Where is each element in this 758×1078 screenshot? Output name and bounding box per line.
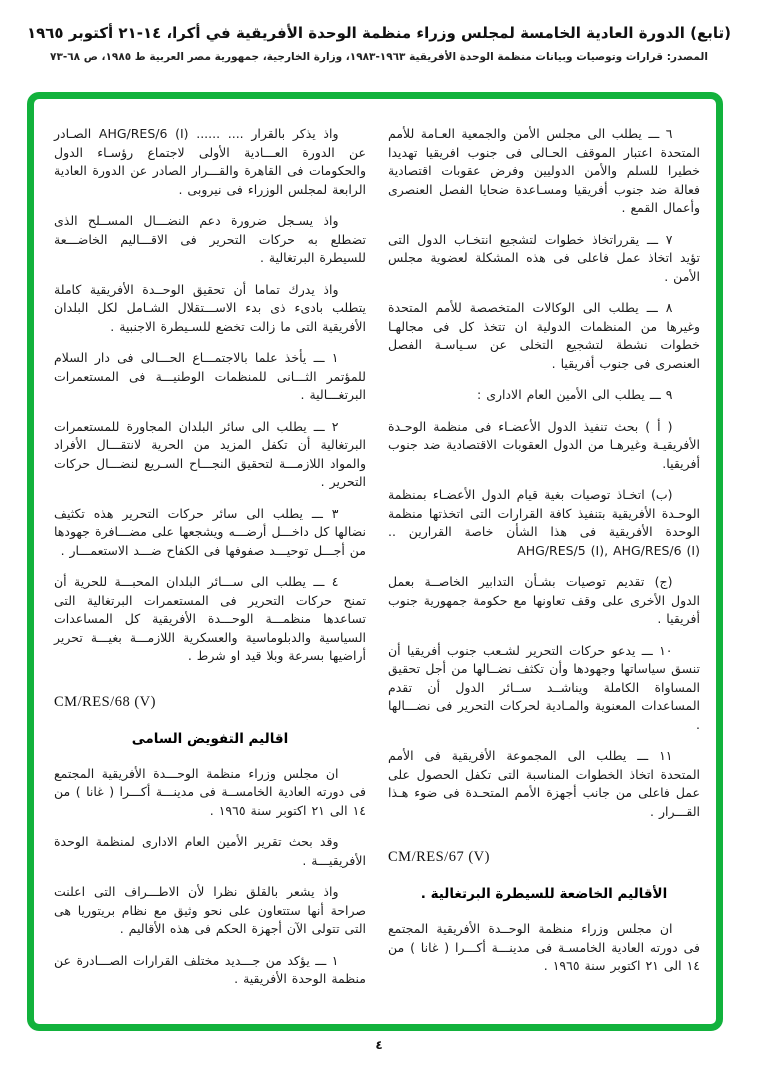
paragraph-item-2: ٢ ـــ يطلب الى سائر البلدان المجاورة للمستعمرات البرتغالية أن تكفل المزيد من الحرية لانتقـــال الأفراد والمواد اللازمـــة لتحقيق النجـــاح السـريع لنضـــال حركات التحرير . xyxy=(54,418,366,489)
paragraph-reaffirm-resolutions: ١ ـــ يؤكد من جـــديد مختلف القرارات الصـــادرة عن منظمة الوحدة الأفريقية . xyxy=(54,952,366,986)
resolution-code-cm-res-68: CM/RES/68 (V) xyxy=(54,693,156,710)
paragraph-armed-struggle: واذ يسـجل ضرورة دعم النضـــال المســلح الذى تضطلع به حركات التحرير فى الاقـــاليم الخاضـــعة للسيطرة البرتغالية . xyxy=(54,213,366,265)
paragraph-item-9a: ( أ ) بحث تنفيذ الدول الأعضـاء فى منظمة الوحـدة الأفريقيـة وغيرهـا من الدول العقوبات الاقتصادية ضد جنوب أفريقيا. xyxy=(388,418,700,471)
paragraph-preamble-session-2: ان مجلس وزراء منظمة الوحـــدة الأفريقية المجتمع فى دورته العادية الخامســة فى مدينـــة أكـــرا ( غانا ) من ١٤ الى ٢١ اكتوبر سنة ١٩٦٥ . xyxy=(54,765,366,818)
paragraph-item-4: ٤ ـــ يطلب الى ســـائر البلدان المحبـــة للحرية أن تمنح حركات التحرير فى المستعمرات البرتغالية التى تساعدها منظمـــة الوحـــدة الأفريقية كل المساعدات السياسية والدبلوماسية والعسكرية اللازمـــة بغيـــة تحرير أراضيها بسرعة وبلا قيد او شرط . xyxy=(54,574,366,663)
left-column xyxy=(54,125,366,1006)
paragraph-african-unity: واذ يدرك تماما أن تحقيق الوحــدة الأفريقية كاملة يتطلب بادىء ذى بدء الاســـتقلال الشـامل لكل البلدان الأفريقية التى ما زالت تخضع للسـيطرة الاجنبية . xyxy=(54,281,366,334)
section-heading-mandate-territories: اقاليم التفويض السامى xyxy=(131,730,289,747)
paragraph-item-10: ١٠ ـــ يدعو حركات التحرير لشـعب جنوب أفريقيا أن تنسق سياساتها وجهودها وأن تكثف نضــالها من أجل تحقيق المساواة الكاملة ويناشــد ســائر الدول أن تقدم المساعدات المعنوية والمـادية لحركات التحرير فى نضـــالها . xyxy=(388,642,700,732)
section-heading-portuguese-territories: الأقاليم الخاضعة للسيطرة البرتغالية . xyxy=(420,886,668,902)
document-header xyxy=(0,0,758,63)
paragraph-item-9b: (ب) اتخـاذ توصيات بغية قيام الدول الأعضـاء بمنظمة الوحـدة الأفريقية بتنفيذ كافة القرارات التى اتخذتها منظمة الوحدة الأفريقية فى هذا الشأن خاصة القرارين .. AHG/RES/5 (I), AHG/RES/6 (I) xyxy=(388,487,700,558)
page-title: (تابع) الدورة العادية الخامسة لمجلس وزراء منظمة الوحدة الأفريقية في أكرا، ١٤-٢١ أكتوبر ١٩٦٥ xyxy=(26,24,732,42)
paragraph-item-1: ١ ـــ يأخذ علما بالاجتمـــاع الحـــالى فى دار السلام للمؤتمر الثـــانى للمنظمات الوطنيـــة فى المستعمرات البرتغـــالية . xyxy=(54,350,366,402)
resolution-code-cm-res-67: CM/RES/67 (V) xyxy=(388,849,490,865)
paragraph-item-7: ٧ ـــ يقرراتخاذ خطوات لتشجيع انتخـاب الدول التى تؤيد اتخاذ عمل فاعلى فى هذه المشكلة لعضوية مجلس الأمن . xyxy=(388,231,700,284)
green-border-box xyxy=(27,92,723,1031)
two-column-layout xyxy=(54,125,700,1006)
paragraph-item-11: ١١ ـــ يطلب الى المجموعة الأفريقية فى الأمم المتحدة اتخاذ الخطوات المناسبة التى تكفل الحصول على عمل فاعلى من جانب أجهزة الأمم المتحـدة فى ضوء هـذا القـــرار . xyxy=(388,748,700,819)
paragraph-item-9c: (ج) تقديم توصيات بشـأن التدابير الخاصــة بعمل الدول الأخرى على وقف تعاونها مع حكومة جمهورية جنوب أفريقيا . xyxy=(388,574,700,626)
page-number: ٤ xyxy=(375,1038,383,1052)
paragraph-item-6: ٦ ـــ يطلب الى مجلس الأمن والجمعية العـامة للأمم المتحدة اعتبار الموقف الحـالى فى جنوب افريقيا تهديدا خطيرا للسلم والأمن الدوليين وفرض عقوبات اقتصادية فعالة ضد جنوب أفريقيا ومسـاعدة ضحايا الفصل العنصرى وأعمال القمع . xyxy=(388,126,700,215)
paragraph-recalling-resolution: واذ يذكر بالقرار .... ...... AHG/RES/6 (I) الصـادر عن الدورة العـــادية الأولى لاجتماع رؤسـاء الدول والحكومات فى القاهرة والقـــرار الصادر عن الدورة العادية الرابعة لمجلس الوزراء فى نيروبى . xyxy=(54,126,366,197)
paragraph-sg-report: وقد بحث تقرير الأمين العام الادارى لمنظمة الوحدة الأفريقيـــة . xyxy=(54,834,366,868)
paragraph-preamble-session: ان مجلس وزراء منظمة الوحــدة الأفريقية المجتمع فى دورته العادية الخامسـة فى مدينـــة أكـــرا ( غانا ) من ١٤ الى ٢١ اكتوبر سنة ١٩٦٥ . xyxy=(388,921,700,973)
paragraph-item-9: ٩ ـــ يطلب الى الأمين العام الادارى : xyxy=(477,387,673,402)
source-line: المصدر: قرارات وتوصيات وبيانات منظمة الوحدة الأفريقية ١٩٦٣-١٩٨٣، وزارة الخارجية، جمهورية مصر العربية ط ١٩٨٥، ص ٦٨-٧٣ xyxy=(50,51,708,63)
paragraph-concern-pretoria: واذ يشعر بالقلق نظرا لأن الاطـــراف التى اعلنت صراحة أنها ستتعاون على نحو وثيق مع نظام بريتوريا هى التى تتولى الآن أجهزة الحكم فى هذه الأقاليم . xyxy=(54,884,366,936)
paragraph-item-8: ٨ ـــ يطلب الى الوكالات المتخصصة للأمم المتحدة وغيرها من المنظمات الدولية ان تتخذ كل فى مجالهـا خطوات نشطة لتشجيع التخلى عن سـياسـة الفصل العنصرى فى جنوب أفريقيا . xyxy=(388,300,700,371)
paragraph-item-3: ٣ ـــ يطلب الى سائر حركات التحرير هذه تكثيف نضالها كل داخـــل أرضـــه ويشجعها على مضـــافرة جهودها من أجـــل توحيـــد صفوفها فى الكفاح ضـــد الاستعمـــار . xyxy=(54,505,366,558)
right-column xyxy=(388,125,700,1006)
